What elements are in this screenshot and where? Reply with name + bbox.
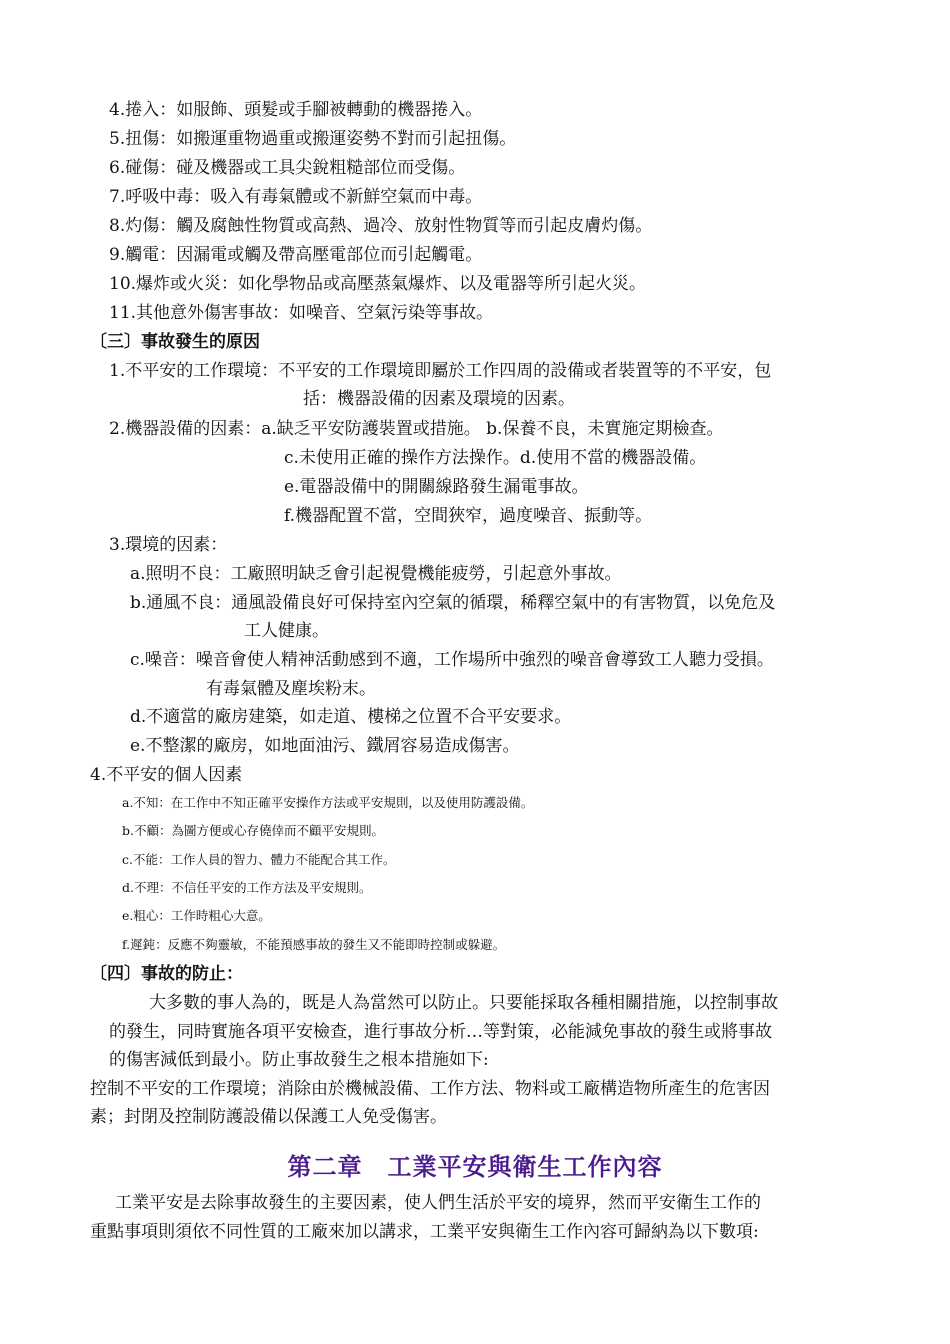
- personal-factor: f.遲鈍：反應不夠靈敏，不能預感事故的發生又不能即時控制或躲避。: [122, 937, 506, 952]
- cause-item-machine-cont: f.機器配置不當，空間狹窄，過度噪音、振動等。: [284, 506, 653, 526]
- paragraph: 重點事項則須依不同性質的工廠來加以講求，工業平安與衛生工作內容可歸納為以下數項:: [90, 1222, 759, 1242]
- personal-factor: e.粗心：工作時粗心大意。: [122, 908, 271, 923]
- personal-factor: c.不能：工作人員的智力、體力不能配合其工作。: [122, 852, 396, 867]
- cause-item-personal: 4.不平安的個人因素: [90, 765, 243, 785]
- paragraph: 大多數的事人為的，既是人為當然可以防止。只要能採取各種相關措施，以控制事故: [149, 993, 778, 1013]
- list-item: 5.扭傷：如搬運重物過重或搬運姿勢不對而引起扭傷。: [109, 129, 517, 149]
- env-factor-ventilation: b.通風不良：通風設備良好可保持室內空氣的循環，稀釋空氣中的有害物質，以免危及: [130, 593, 776, 613]
- env-factor-building: d.不適當的廠房建築，如走道、樓梯之位置不合平安要求。: [130, 707, 572, 727]
- personal-factor: a.不知：在工作中不知正確平安操作方法或平安規則，以及使用防護設備。: [122, 795, 534, 810]
- cause-item-machine: 2.機器設備的因素：a.缺乏平安防護裝置或措施。 b.保養不良，未實施定期檢查。: [109, 419, 724, 439]
- paragraph: 素；封閉及控制防護設備以保護工人免受傷害。: [90, 1107, 447, 1127]
- env-factor-noise-cont: 有毒氣體及塵埃粉末。: [206, 679, 376, 699]
- cause-item-machine-cont: e.電器設備中的開關線路發生漏電事故。: [284, 477, 589, 497]
- paragraph: 工業平安是去除事故發生的主要因素，使人們生活於平安的境界，然而平安衛生工作的: [115, 1193, 761, 1213]
- cause-item-env-factors: 3.環境的因素：: [109, 535, 228, 555]
- section-heading: 〔四〕事故的防止：: [90, 964, 243, 984]
- list-item: 4.捲入：如服飾、頭髮或手腳被轉動的機器捲入。: [109, 100, 483, 120]
- chapter-title: 第二章 工業平安與衛生工作內容: [287, 1152, 663, 1181]
- list-item: 6.碰傷：碰及機器或工具尖銳粗糙部位而受傷。: [109, 158, 466, 178]
- personal-factor: d.不理：不信任平安的工作方法及平安規則。: [122, 880, 372, 895]
- env-factor-noise: c.噪音：噪音會使人精神活動感到不適，工作場所中強烈的噪音會導致工人聽力受損。: [130, 650, 774, 670]
- personal-factor: b.不顧：為圖方便或心存僥倖而不顧平安規則。: [122, 823, 384, 838]
- list-item: 8.灼傷：觸及腐蝕性物質或高熱、過冷、放射性物質等而引起皮膚灼傷。: [109, 216, 653, 236]
- paragraph: 的發生，同時實施各項平安檢查，進行事故分析…等對策，必能減免事故的發生或將事故: [109, 1022, 772, 1042]
- list-item: 11.其他意外傷害事故：如噪音、空氣污染等事故。: [109, 303, 494, 323]
- env-factor-cleanliness: e.不整潔的廠房，如地面油污、鐵屑容易造成傷害。: [130, 736, 520, 756]
- cause-item-machine-cont: c.未使用正確的操作方法操作。d.使用不當的機器設備。: [284, 448, 707, 468]
- paragraph: 控制不平安的工作環境；消除由於機械設備、工作方法、物料或工廠構造物所產生的危害因: [90, 1079, 770, 1099]
- section-heading: 〔三〕事故發生的原因: [90, 332, 260, 352]
- paragraph: 的傷害減低到最小。防止事故發生之根本措施如下:: [109, 1050, 489, 1070]
- list-item: 10.爆炸或火災：如化學物品或高壓蒸氣爆炸、以及電器等所引起火災。: [109, 274, 647, 294]
- cause-item-environment-cont: 括：機器設備的因素及環境的因素。: [303, 389, 575, 409]
- list-item: 9.觸電：因漏電或觸及帶高壓電部位而引起觸電。: [109, 245, 483, 265]
- list-item: 7.呼吸中毒：吸入有毒氣體或不新鮮空氣而中毒。: [109, 187, 483, 207]
- env-factor-ventilation-cont: 工人健康。: [244, 621, 329, 641]
- cause-item-environment: 1.不平安的工作環境：不平安的工作環境即屬於工作四周的設備或者裝置等的不平安，包: [109, 361, 772, 381]
- env-factor-lighting: a.照明不良：工廠照明缺乏會引起視覺機能疲勞，引起意外事故。: [130, 564, 622, 584]
